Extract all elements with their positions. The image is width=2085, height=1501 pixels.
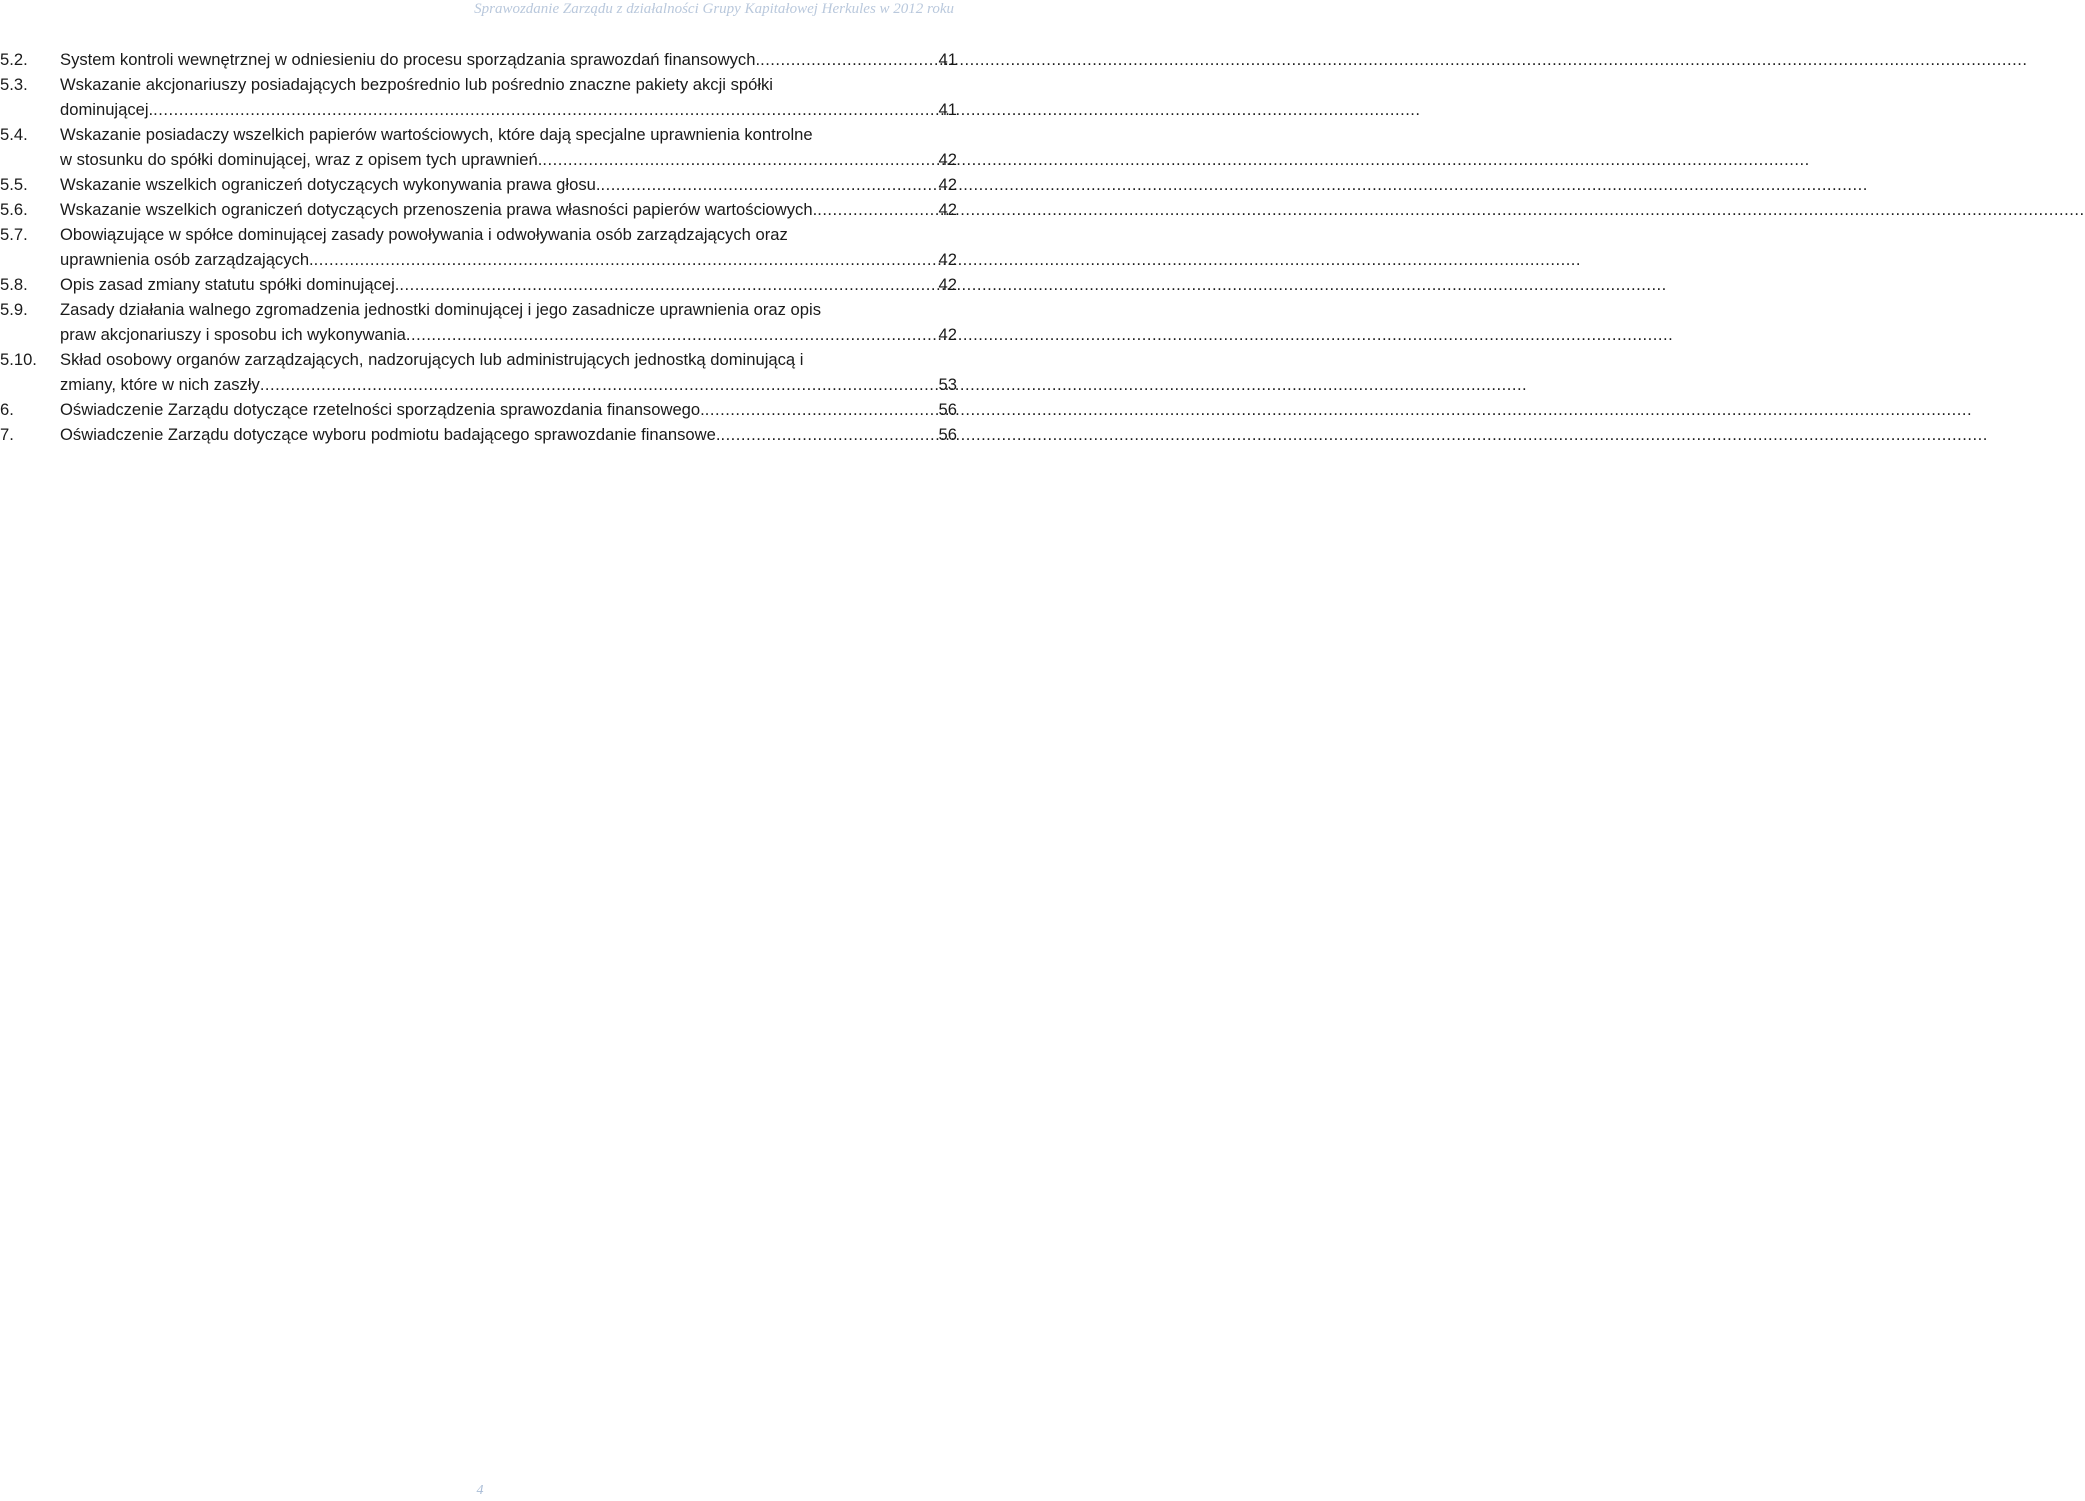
toc-entry-page: 41 bbox=[938, 50, 957, 69]
toc-entry-page: 56 bbox=[938, 425, 957, 444]
toc-entry-page: 41 bbox=[938, 100, 957, 119]
toc-entry-title: Oświadczenie Zarządu dotyczące rzetelności sporządzenia sprawozdania finansowego. bbox=[60, 400, 705, 419]
toc-entry-number: 5.9. bbox=[0, 300, 28, 319]
toc-entry-title-lead: Wskazanie posiadaczy wszelkich papierów wartościowych, które dają specjalne uprawnienia kontrolne bbox=[60, 125, 813, 144]
toc-entry-number: 5.5. bbox=[0, 175, 28, 194]
toc-entry-title: uprawnienia osób zarządzających. bbox=[60, 250, 314, 269]
toc-entry-number: 5.6. bbox=[0, 200, 28, 219]
dot-leader bbox=[542, 147, 935, 172]
running-header-title: Sprawozdanie Zarządu z działalności Grupy Kapitałowej Herkules w 2012 roku bbox=[474, 1, 954, 17]
toc-entry-5-3[interactable] bbox=[0, 72, 957, 122]
toc-entry-title: w stosunku do spółki dominującej, wraz z opisem tych uprawnień. bbox=[60, 150, 543, 169]
toc-entry-5-2[interactable] bbox=[0, 47, 957, 72]
toc-entry-line bbox=[60, 322, 957, 347]
toc-entry-number: 6. bbox=[0, 400, 14, 419]
toc-entry-title: Wskazanie wszelkich ograniczeń dotyczących wykonywania prawa głosu. bbox=[60, 175, 601, 194]
toc-entry-title: praw akcjonariuszy i sposobu ich wykonywania bbox=[60, 325, 406, 344]
toc-entry-page: 42 bbox=[938, 275, 957, 294]
toc-entry-title-lead: Skład osobowy organów zarządzających, nadzorujących lub administrujących jednostką dominującą i bbox=[60, 350, 804, 369]
dot-leader bbox=[600, 172, 935, 197]
dot-leader bbox=[406, 322, 936, 347]
toc-entry-page: 42 bbox=[938, 250, 957, 269]
toc-entry-number: 5.3. bbox=[0, 75, 28, 94]
toc-entry-title: Wskazanie wszelkich ograniczeń dotyczących przenoszenia prawa własności papierów wartościowych. bbox=[60, 200, 818, 219]
toc-entry-line bbox=[60, 422, 957, 447]
toc-entry-page: 42 bbox=[938, 150, 957, 169]
dot-leader bbox=[399, 272, 935, 297]
toc-entry-page: 42 bbox=[938, 175, 957, 194]
toc-entry-title: Opis zasad zmiany statutu spółki dominującej. bbox=[60, 275, 400, 294]
toc-entry-number: 5.4. bbox=[0, 125, 28, 144]
toc-entry-title-lead: Obowiązujące w spółce dominującej zasady powoływania i odwoływania osób zarządzających oraz bbox=[60, 225, 788, 244]
toc-entry-page: 42 bbox=[938, 200, 957, 219]
toc-entry-title: zmiany, które w nich zaszły bbox=[60, 375, 260, 394]
dot-leader bbox=[705, 397, 936, 422]
toc-entry-line bbox=[60, 272, 957, 297]
toc-entry-5-6[interactable] bbox=[0, 197, 957, 222]
toc-entry-number: 5.2. bbox=[0, 50, 28, 69]
dot-leader bbox=[153, 97, 935, 122]
dot-leader bbox=[260, 372, 936, 397]
toc-entry-line bbox=[60, 147, 957, 172]
toc-entry-title-lead: Zasady działania walnego zgromadzenia jednostki dominującej i jego zasadnicze uprawnienia oraz opis bbox=[60, 300, 821, 319]
dot-leader bbox=[760, 47, 935, 72]
dot-leader bbox=[720, 422, 935, 447]
toc-entry-5-4[interactable] bbox=[0, 122, 957, 172]
toc-entry-5-7[interactable] bbox=[0, 222, 957, 272]
dot-leader bbox=[314, 247, 936, 272]
toc-entry-5-8[interactable] bbox=[0, 272, 957, 297]
toc-entry-line bbox=[60, 197, 957, 222]
toc-entry-5-9[interactable] bbox=[0, 297, 957, 347]
page-number: 4 bbox=[476, 1483, 484, 1498]
toc-entry-5-5[interactable] bbox=[0, 172, 957, 197]
toc-entry-number: 5.10. bbox=[0, 350, 37, 369]
toc-entry-page: 53 bbox=[938, 375, 957, 394]
table-of-contents bbox=[0, 47, 960, 447]
toc-entry-line bbox=[60, 97, 957, 122]
dot-leader bbox=[817, 197, 935, 222]
toc-entry-title: dominującej. bbox=[60, 100, 154, 119]
toc-entry-title: Oświadczenie Zarządu dotyczące wyboru podmiotu badającego sprawozdanie finansowe. bbox=[60, 425, 721, 444]
toc-entry-line bbox=[60, 247, 957, 272]
toc-entry-line bbox=[60, 397, 957, 422]
toc-entry-number: 5.8. bbox=[0, 275, 28, 294]
toc-entry-page: 56 bbox=[938, 400, 957, 419]
toc-entry-6[interactable] bbox=[0, 397, 957, 422]
toc-entry-7[interactable] bbox=[0, 422, 957, 447]
toc-entry-number: 5.7. bbox=[0, 225, 28, 244]
toc-entry-title-lead: Wskazanie akcjonariuszy posiadających bezpośrednio lub pośrednio znaczne pakiety akcji spółki bbox=[60, 75, 773, 94]
toc-entry-line bbox=[60, 372, 957, 397]
toc-entry-line bbox=[60, 172, 957, 197]
toc-entry-title: System kontroli wewnętrznej w odniesieniu do procesu sporządzania sprawozdań finansowych. bbox=[60, 50, 761, 69]
toc-entry-number: 7. bbox=[0, 425, 14, 444]
toc-entry-line bbox=[60, 47, 957, 72]
toc-entry-5-10[interactable] bbox=[0, 347, 957, 397]
toc-entry-page: 42 bbox=[938, 325, 957, 344]
